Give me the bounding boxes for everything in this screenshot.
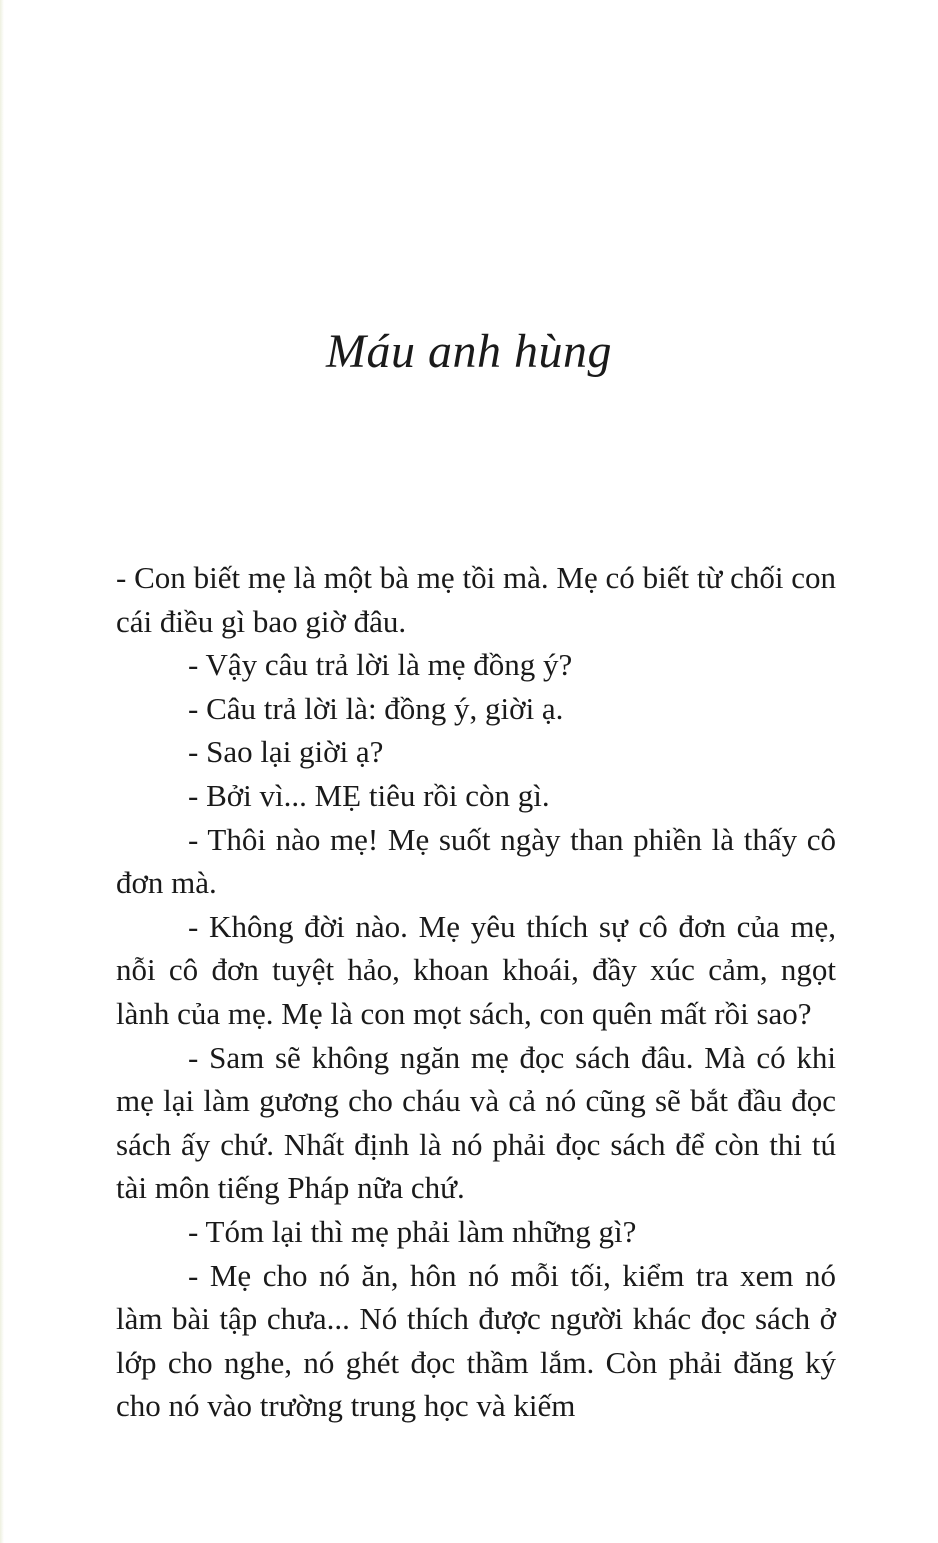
paragraph-3: - Câu trả lời là: đồng ý, giời ạ. [188,690,564,726]
page-edge-shadow [0,0,4,1543]
paragraph-10: - Mẹ cho nó ăn, hôn nó mỗi tối, kiểm tra xem nó làm bài tập chưa... Nó thích được người khác đọc sách ở lớp cho nghe, nó ghét đọc thầm lắm. Còn phải đăng ký cho nó vào trường trung học và kiếm [116,1257,836,1424]
paragraph-4: - Sao lại giời ạ? [188,734,384,770]
paragraph-1: - Con biết mẹ là một bà mẹ tồi mà. Mẹ có biết từ chối con cái điều gì bao giờ đâu. [116,560,836,639]
chapter-title: Máu anh hùng [326,325,612,378]
paragraph-5: - Bởi vì... MẸ tiêu rồi còn gì. [188,777,550,813]
paragraph-7: - Không đời nào. Mẹ yêu thích sự cô đơn của mẹ, nỗi cô đơn tuyệt hảo, khoan khoái, đầy xúc cảm, ngọt lành của mẹ. Mẹ là con mọt sách, con quên mất rồi sao? [116,908,836,1031]
paragraph-2: - Vậy câu trả lời là mẹ đồng ý? [188,647,573,683]
paragraph-6: - Thôi nào mẹ! Mẹ suốt ngày than phiền là thấy cô đơn mà. [116,821,836,901]
paragraph-9: - Tóm lại thì mẹ phải làm những gì? [188,1213,637,1249]
body-text [116,556,836,1428]
paragraph-8: - Sam sẽ không ngăn mẹ đọc sách đâu. Mà có khi mẹ lại làm gương cho cháu và cả nó cũng sẽ bắt đầu đọc sách ấy chứ. Nhất định là nó phải đọc sách để còn thi tú tài môn tiếng Pháp nữa chứ. [116,1039,836,1206]
